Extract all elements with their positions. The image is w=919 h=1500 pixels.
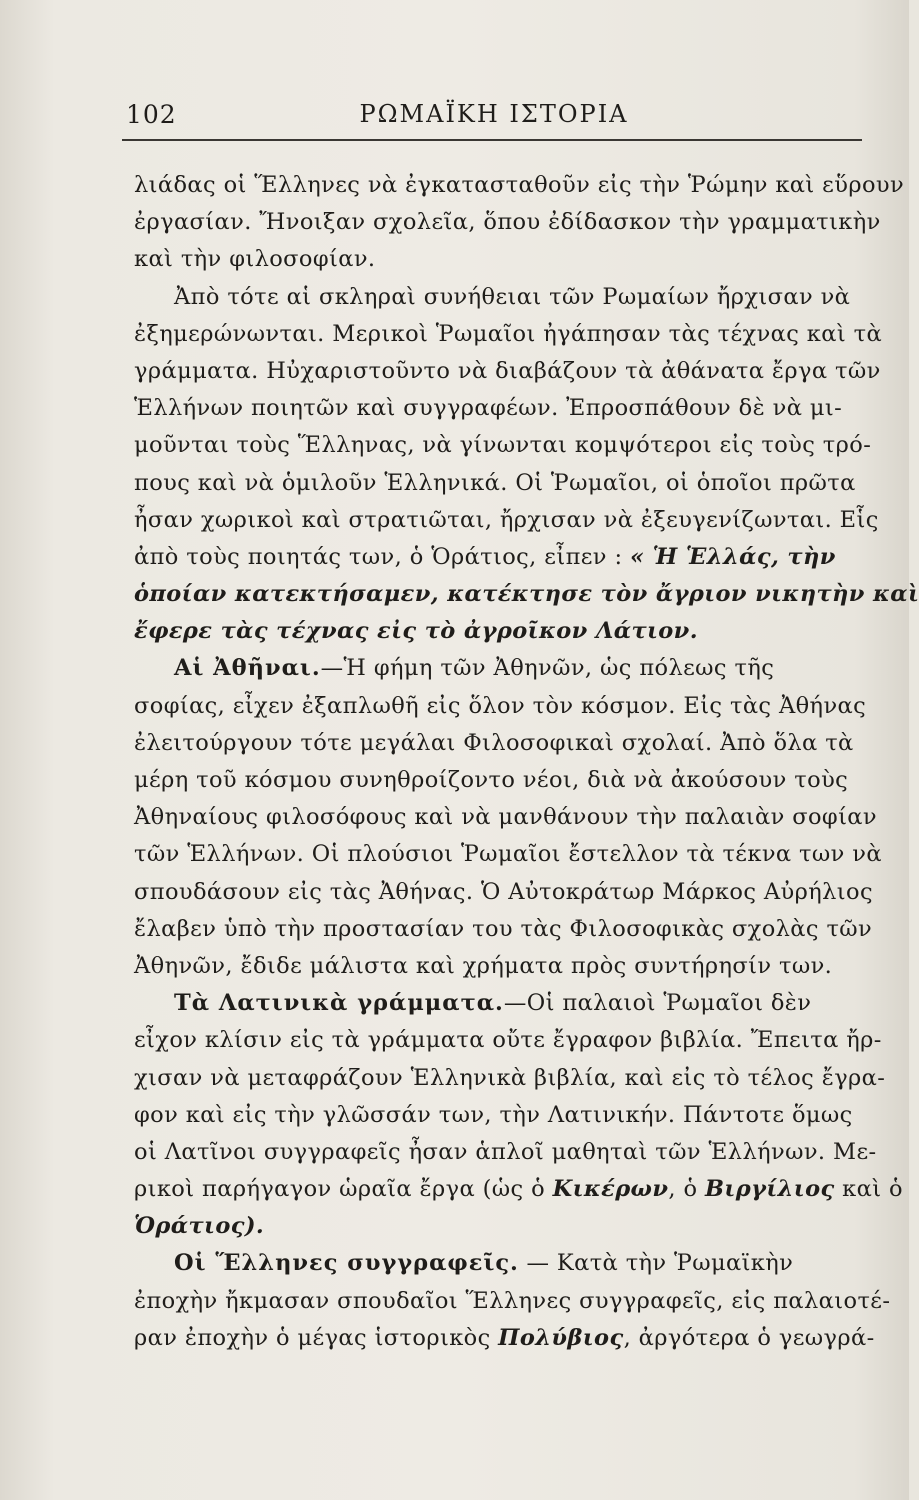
text-segment: λιάδας οἱ Ἕλληνες νὰ ἐγκατασταθοῦν εἰς τὴν Ῥώμην καὶ εὕρουν [134,172,905,198]
text-line [134,167,905,204]
text-line [134,1283,891,1320]
text-line [134,1134,877,1171]
text-segment: , ἀργότερα ὁ γεωγρά- [623,1324,875,1351]
text-line [134,948,856,985]
page-header [126,96,862,136]
emphasis-text: ὁποίαν κατεκτήσαμεν, κατέκτησε τὸν ἄγριον νικητὴν καὶ [134,581,919,608]
text-segment: ἀπὸ τοὺς ποιητάς των, ὁ Ὁράτιος, εἶπεν : [134,543,630,570]
section-heading: Αἱ Ἀθῆναι. [174,655,321,682]
text-line [134,1320,875,1357]
text-segment: χισαν νὰ μεταφράζουν Ἑλληνικὰ βιβλία, καὶ εἰς τὸ τέλος ἔγρα- [134,1064,886,1091]
text-line [134,279,856,316]
text-line [134,204,881,241]
text-line [134,316,883,353]
text-segment: καὶ τὴν φιλοσοφίαν. [134,246,376,273]
text-segment: —Οἱ παλαιοὶ Ῥωμαῖοι δὲν [503,990,812,1017]
text-segment: μέρη τοῦ κόσμου συνηθροίζοντο νέοι, διὰ νὰ ἀκούσουν τοὺς [134,767,849,793]
text-segment: Ἑλλήνων ποιητῶν καὶ συγγραφέων. Ἐπροσπάθουν δὲ νὰ μι- [134,395,843,422]
text-line [134,539,856,576]
text-segment: πους καὶ νὰ ὁμιλοῦν Ἑλληνικά. Οἱ Ῥωμαῖοι, οἱ ὁποῖοι πρῶτα [134,469,856,496]
text-line [134,465,856,502]
section-heading: Τὰ Λατινικὰ γράμματα. [174,990,504,1017]
text-segment: μοῦνται τοὺς Ἕλληνας, νὰ γίνωνται κομψότεροι εἰς τοὺς τρό- [134,432,872,459]
text-segment: σπουδάσουν εἰς τὰς Ἀθήνας. Ὁ Αὐτοκράτωρ Μάρκος Αὐρήλιος [134,878,873,905]
body-text [134,167,919,1357]
text-segment: ρικοὶ παρήγαγον ὡραῖα ἔργα (ὡς ὁ [134,1176,553,1203]
running-head: ΡΩΜΑΪΚΗ ΙΣΤΟΡΙΑ [359,100,629,128]
text-segment: τῶν Ἑλλήνων. Οἱ πλούσιοι Ῥωμαῖοι ἔστελλον τὰ τέκνα των νὰ [134,841,882,868]
text-line [134,1060,886,1097]
text-line [134,874,873,911]
text-segment: — Κατὰ τὴν Ῥωμαϊκὴν [518,1250,794,1277]
header-rule [122,139,862,141]
emphasis-text: ἔφερε τὰς τέχνας εἰς τὸ ἀγροῖκον Λάτιον. [134,618,698,645]
emphasis-text: Ὁράτιος). [134,1213,265,1240]
text-segment: ἐποχὴν ἤκμασαν σπουδαῖοι Ἕλληνες συγγραφεῖς, εἰς παλαιοτέ- [134,1287,891,1314]
text-line [134,1208,856,1245]
text-segment: οἱ Λατῖνοι συγγραφεῖς ἦσαν ἁπλοῖ μαθηταὶ τῶν Ἑλλήνων. Με- [134,1138,877,1165]
text-segment: φον καὶ εἰς τὴν γλῶσσάν των, τὴν Λατινικήν. Πάντοτε ὅμως [134,1101,853,1128]
text-line [134,1097,856,1134]
emphasis-text: Βιργίλιος [705,1176,835,1203]
text-segment: ἐλειτούργουν τότε μεγάλαι Φιλοσοφικαὶ σχολαί. Ἀπὸ ὅλα τὰ [134,729,854,756]
text-line [134,353,881,390]
text-segment: Ἀθηνῶν, ἔδιδε μάλιστα καὶ χρήματα πρὸς συντήρησίν των. [134,952,833,979]
text-line [134,241,856,278]
text-line [134,985,856,1022]
text-line [134,1171,903,1208]
text-segment: Ἀπὸ τότε αἱ σκληραὶ συνήθειαι τῶν Ρωμαίων ἤρχισαν νὰ [174,283,851,310]
text-segment: ἐξημερώνωνται. Μερικοὶ Ῥωμαῖοι ἠγάπησαν τὰς τέχνας καὶ τὰ [134,320,883,347]
text-segment: , ὁ [668,1176,706,1203]
text-line [134,650,856,687]
text-segment: καὶ ὁ [834,1176,903,1203]
emphasis-text: Πολύβιος [498,1324,624,1351]
page-number: 102 [126,100,177,129]
text-line [134,799,877,836]
text-line [134,502,879,539]
text-line [134,390,856,427]
text-segment: ραν ἐποχὴν ὁ μέγας ἱστορικὸς [134,1324,499,1351]
text-line [134,613,856,650]
text-line [134,911,873,948]
text-segment: —Ἡ φήμη τῶν Ἀθηνῶν, ὡς πόλεως τῆς [320,655,775,682]
text-segment: σοφίας, εἶχεν ἐξαπλωθῆ εἰς ὅλον τὸν κόσμον. Εἰς τὰς Ἀθήνας [134,692,867,719]
emphasis-text: Κικέρων [552,1176,669,1203]
text-line [134,1245,856,1282]
text-line [134,725,856,762]
text-segment: ἦσαν χωρικοὶ καὶ στρατιῶται, ἤρχισαν νὰ ἐξευγενίζωνται. Εἷς [134,506,879,533]
text-segment: γράμματα. Ηὐχαριστοῦντο νὰ διαβάζουν τὰ ἀθάνατα ἔργα τῶν [134,357,881,384]
text-line [134,427,872,464]
text-line [134,762,856,799]
text-line [134,836,882,873]
text-line [134,688,867,725]
text-segment: Ἀθηναίους φιλοσόφους καὶ νὰ μανθάνουν τὴν παλαιὰν σοφίαν [134,804,877,831]
text-line [134,1022,882,1059]
text-segment: εἶχον κλίσιν εἰς τὰ γράμματα οὔτε ἔγραφον βιβλία. Ἔπειτα ἤρ- [134,1027,882,1054]
emphasis-text: « Ἡ Ἑλλάς, τὴν [629,543,836,570]
text-segment: ἔλαβεν ὑπὸ τὴν προστασίαν του τὰς Φιλοσοφικὰς σχολὰς τῶν [134,915,873,942]
section-heading: Οἱ Ἕλληνες συγγραφεῖς. [174,1250,519,1277]
text-line [134,576,919,613]
text-segment: ἐργασίαν. Ἤνοιξαν σχολεῖα, ὅπου ἐδίδασκον τὴν γραμματικὴν [134,209,881,236]
